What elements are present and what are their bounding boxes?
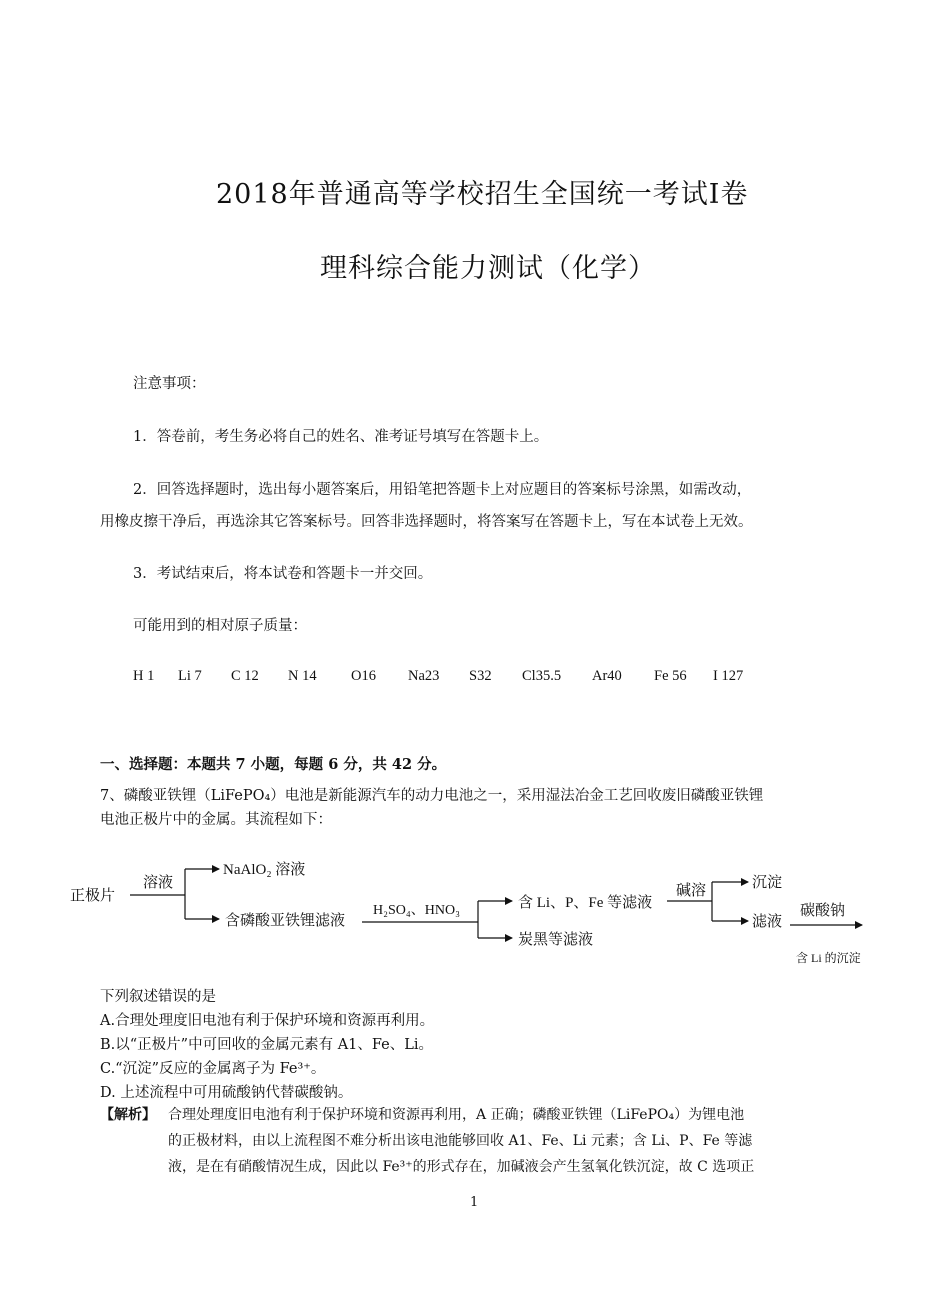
atomic-mass: S32	[469, 668, 492, 684]
atomic-mass: Cl35.5	[522, 668, 562, 684]
atomic-mass: O16	[351, 668, 376, 684]
notice-item-2-line-1: 2．回答选择题时，选出每小题答案后，用铅笔把答题卡上对应题目的答案标号涂黑，如需改动，	[133, 482, 752, 498]
question-7-stem-line-1: 7、磷酸亚铁锂（LiFePO₄）电池是新能源汽车的动力电池之一，采用湿法冶金工艺回收废旧磷酸亚铁锂	[100, 788, 764, 804]
flow-naalo2-label: NaAlO₂ 溶液	[223, 862, 306, 878]
analysis-line-3: 液，是在有硝酸情况生成，因此以 Fe³⁺的形式存在，加碱液会产生氢氧化铁沉淀，故 C 选项正	[168, 1159, 755, 1175]
atomic-mass: Na23	[408, 668, 440, 684]
flow-carbon-label: 炭黑等滤液	[518, 932, 594, 948]
atomic-mass: Ar40	[592, 668, 622, 684]
flow-filtrate3-label: 滤液	[752, 914, 783, 930]
flow-li-precipitate-label: 含 Li 的沉淀	[796, 951, 861, 965]
notice-item-3: 3．考试结束后，将本试卷和答题卡一并交回。	[133, 566, 433, 582]
flow-start-label: 正极片	[70, 888, 116, 904]
atomic-mass: C 12	[231, 668, 259, 684]
atomic-mass: I 127	[713, 668, 744, 684]
page-number: 1	[470, 1195, 479, 1210]
section-heading: 一、选择题：本题共 7 小题，每题 6 分，共 42 分。	[100, 756, 447, 773]
flow-sodium-carbonate-label: 碳酸钠	[800, 903, 846, 919]
flow-solution-label: 溶液	[143, 875, 174, 891]
option-d: D. 上述流程中可用硫酸钠代替碳酸钠。	[100, 1085, 353, 1101]
analysis-line-1: 合理处理度旧电池有利于保护环境和资源再利用，A 正确；磷酸亚铁锂（LiFePO₄）为锂电池	[168, 1107, 745, 1123]
question-7-stem-line-2: 电池正极片中的金属。其流程如下：	[100, 812, 332, 828]
atomic-mass-heading: 可能用到的相对原子质量：	[133, 618, 307, 634]
flow-filtrate1-label: 含磷酸亚铁锂滤液	[225, 913, 346, 929]
atomic-mass: Fe 56	[654, 668, 687, 684]
option-b: B.以“正极片”中可回收的金属元素有 A1、Fe、Li。	[100, 1037, 434, 1053]
option-a: A.合理处理度旧电池有利于保护环境和资源再利用。	[100, 1013, 435, 1029]
notice-heading: 注意事项：	[133, 376, 206, 392]
notice-item-1: 1．答卷前，考生务必将自己的姓名、准考证号填写在答题卡上。	[133, 429, 549, 445]
exam-title: 2018年普通高等学校招生全国统一考试I卷	[216, 179, 749, 210]
atomic-mass: Li 7	[178, 668, 202, 684]
option-c: C.“沉淀”反应的金属离子为 Fe³⁺。	[100, 1061, 326, 1077]
analysis-line-2: 的正极材料，由以上流程图不难分析出该电池能够回收 A1、Fe、Li 元素；含 Li、P、Fe 等滤	[168, 1133, 753, 1149]
flow-base-label: 碱溶	[676, 883, 707, 899]
atomic-mass: H 1	[133, 668, 155, 684]
analysis-label: 【解析】	[100, 1107, 156, 1123]
flow-filtrate2-label: 含 Li、P、Fe 等滤液	[518, 895, 653, 911]
atomic-mass-list	[133, 668, 833, 688]
process-flow-diagram	[0, 850, 950, 970]
flow-acids-label: H₂SO₄、HNO₃	[373, 903, 460, 918]
question-7-prompt: 下列叙述错误的是	[100, 989, 216, 1005]
flow-precipitate-label: 沉淀	[752, 875, 783, 891]
atomic-mass: N 14	[288, 668, 317, 684]
exam-subtitle: 理科综合能力测试（化学）	[320, 253, 656, 284]
notice-item-2-line-2: 用橡皮擦干净后，再选涂其它答案标号。回答非选择题时，将答案写在答题卡上，写在本试卷上无效。	[100, 514, 753, 530]
